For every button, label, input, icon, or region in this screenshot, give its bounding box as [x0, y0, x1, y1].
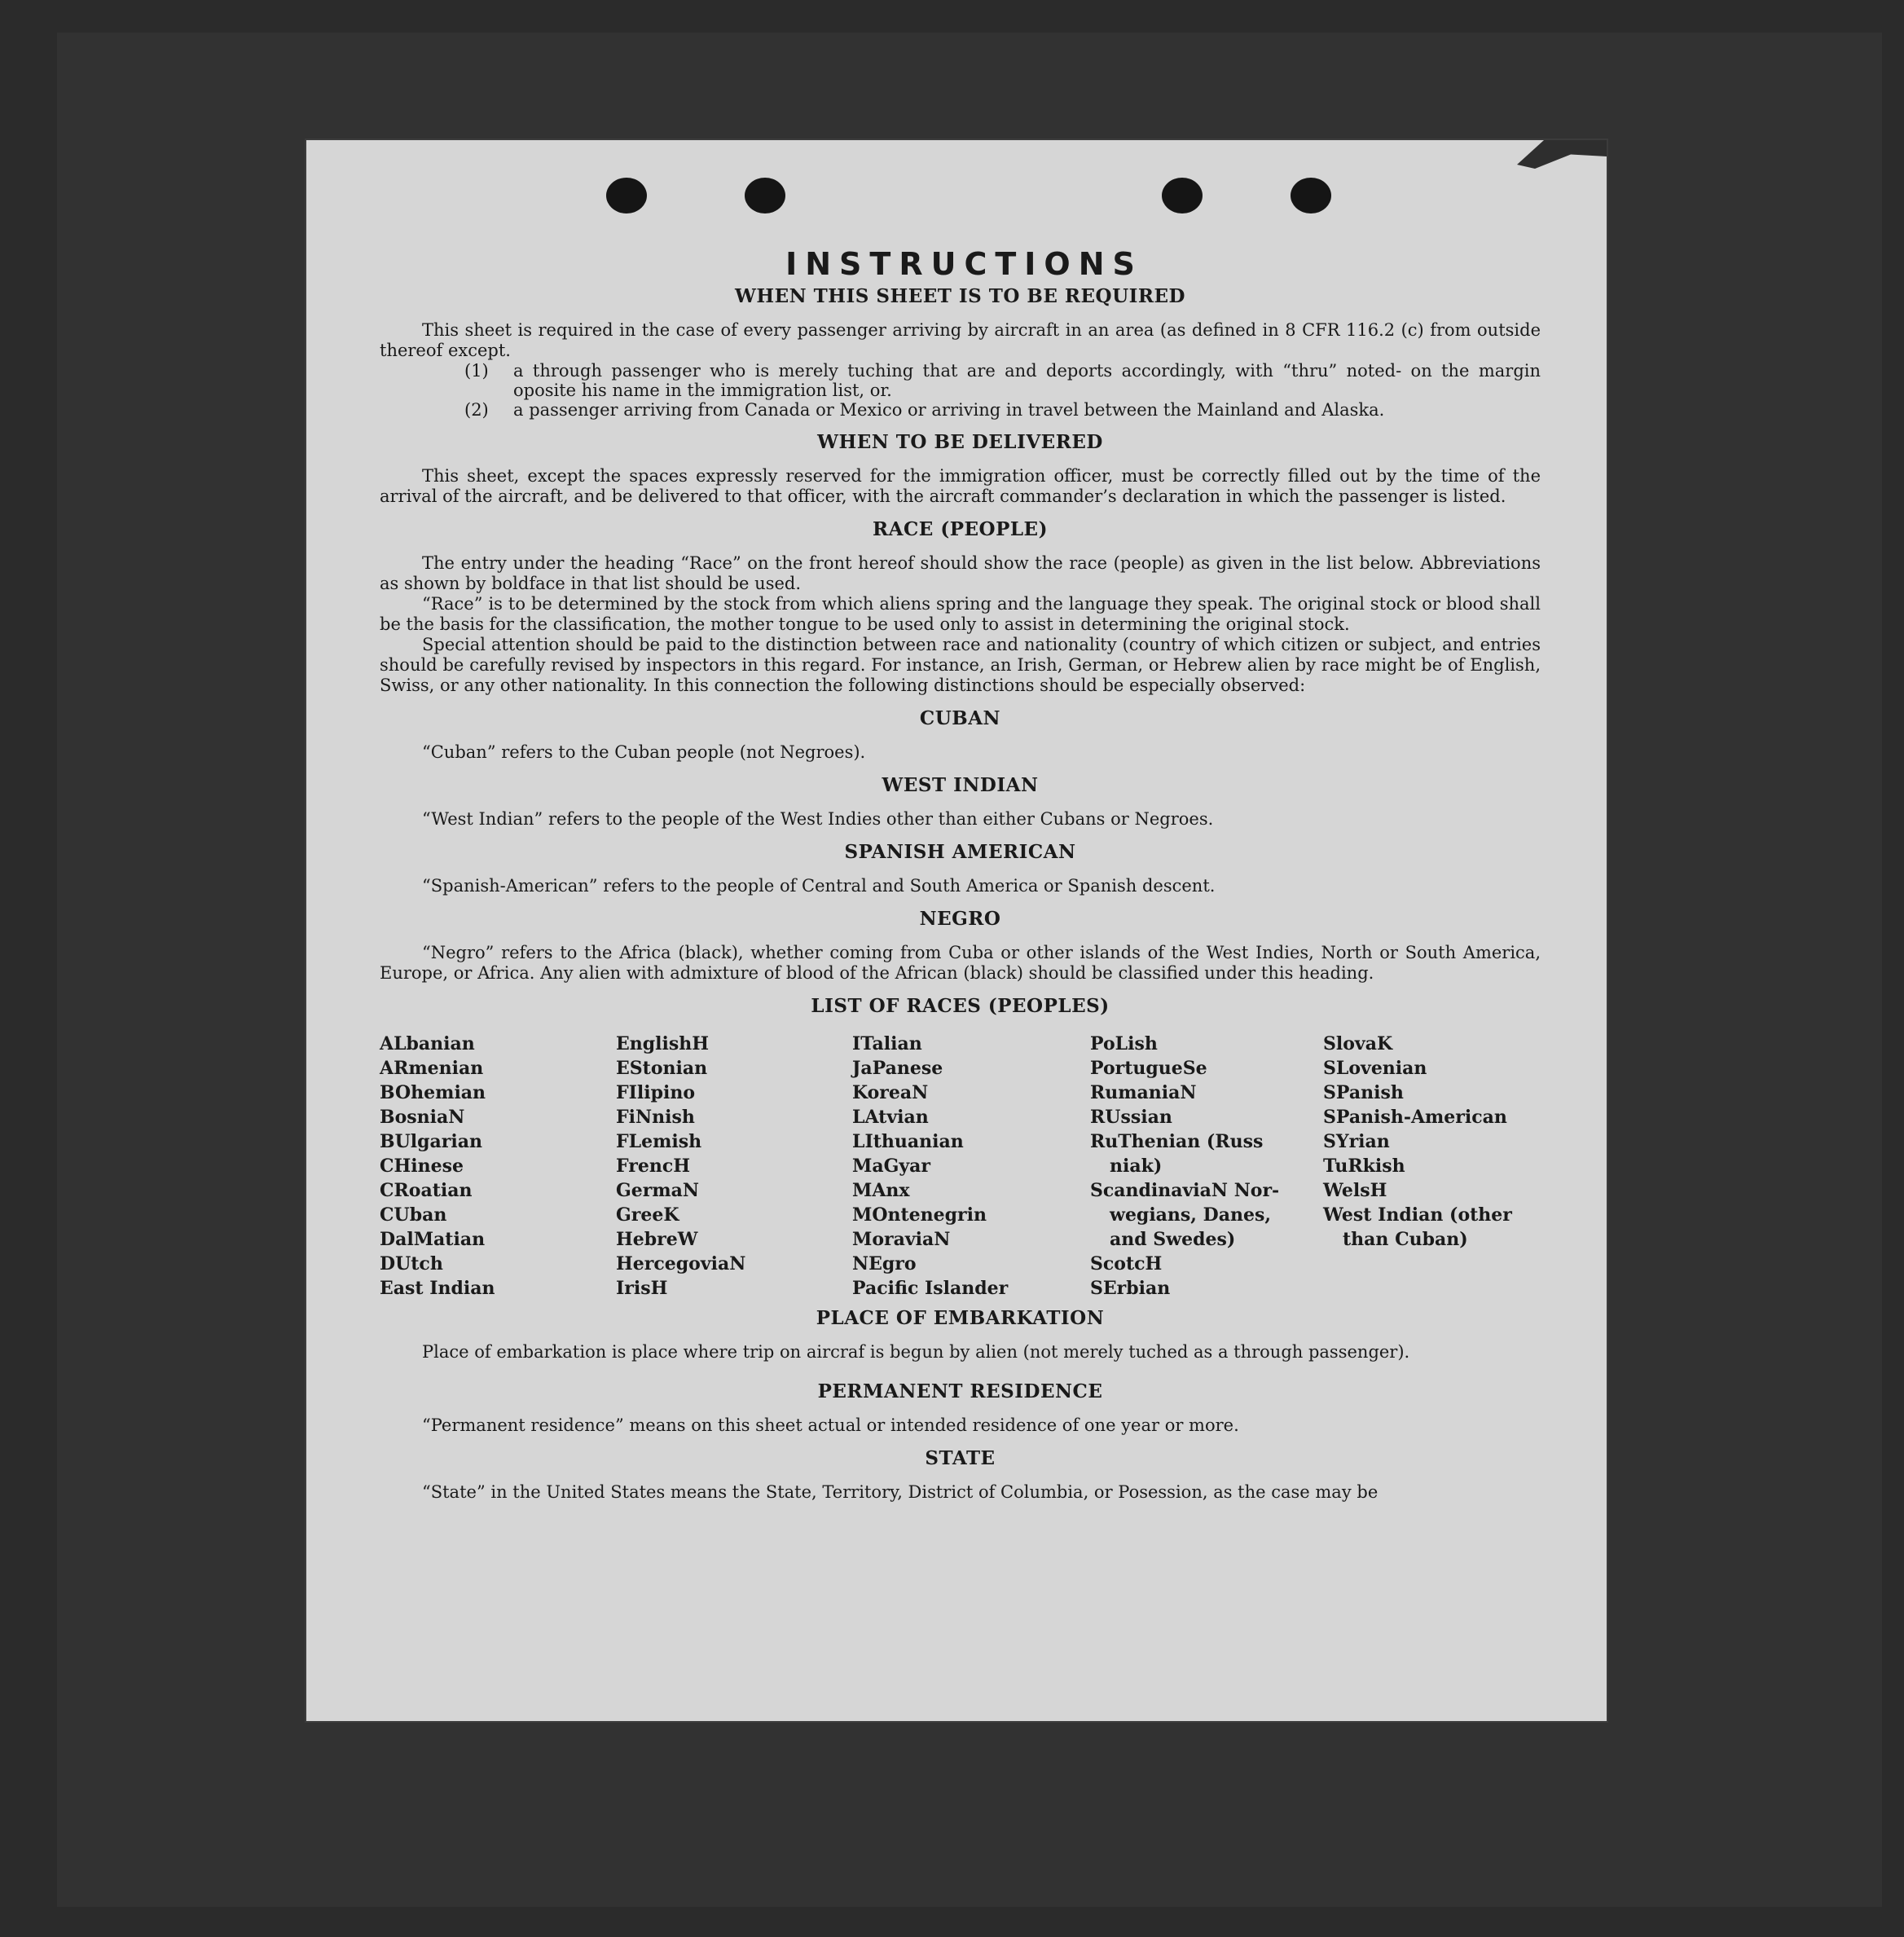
section-heading-residence: PERMANENT RESIDENCE — [817, 1380, 1103, 1402]
race-entry: HebreW — [616, 1229, 698, 1250]
section-heading-cuban: CUBAN — [919, 707, 1001, 729]
exception-item: (1) a through passenger who is merely tuching that are and deports accordingly, with “thru” noted- on the margin oposite his name in the immigration list, or. — [464, 361, 1541, 400]
section-heading-embarkation: PLACE OF EMBARKATION — [816, 1307, 1105, 1329]
races-column — [1090, 1032, 1323, 1301]
state-text: “State” in the United States means the State, Territory, District of Columbia, or Posession, as the case may be — [422, 1482, 1379, 1502]
race-entry: LAtvian — [852, 1107, 929, 1128]
race-entry: TuRkish — [1323, 1156, 1405, 1177]
races-column — [616, 1032, 852, 1301]
races-column — [852, 1032, 1090, 1301]
race-entry: HercegoviaN — [616, 1253, 746, 1274]
race-entry: ITalian — [852, 1033, 922, 1054]
race-entry: SPanish-American — [1323, 1107, 1507, 1128]
race-entry: EnglishH — [616, 1033, 710, 1054]
race-entry: SPanish — [1323, 1082, 1404, 1103]
race-entry: SErbian — [1090, 1278, 1171, 1299]
race-entry: ScandinaviaN Nor- — [1090, 1180, 1280, 1201]
race-entry: wegians, Danes, — [1110, 1204, 1271, 1226]
race-entry: BOhemian — [380, 1082, 486, 1103]
race-entry: KoreaN — [852, 1082, 929, 1103]
section-heading-delivered: WHEN TO BE DELIVERED — [817, 431, 1103, 453]
punch-hole — [606, 178, 647, 214]
race-entry: IrisH — [616, 1278, 668, 1299]
race-paragraph: “Race” is to be determined by the stock from which aliens spring and the language they speak. The original stock or blood shall be the basis for the classification, the mother tongue to be used only to assist in determining the original stock. — [380, 594, 1541, 634]
race-entry: and Swedes) — [1110, 1229, 1236, 1250]
section-heading-west-indian: WEST INDIAN — [882, 774, 1039, 796]
race-entry: WelsH — [1323, 1180, 1387, 1201]
race-entry: EStonian — [616, 1058, 708, 1079]
section-heading-spanish-american: SPANISH AMERICAN — [844, 841, 1076, 863]
race-paragraph: Special attention should be paid to the distinction between race and nationality (country of which citizen or subject, and entries should be carefully revised by inspectors in this regard. For instance, an Irish, German, or Hebrew alien by race might be of English, Swiss, or any other nationality. In this connection the following distinctions should be especially observed: — [380, 635, 1541, 695]
race-entry: MaGyar — [852, 1156, 931, 1177]
punch-hole — [1162, 178, 1203, 214]
exception-item: (2) a passenger arriving from Canada or Mexico or arriving in travel between the Mainland and Alaska. — [464, 400, 1385, 420]
section-heading-race: RACE (PEOPLE) — [873, 518, 1048, 540]
race-entry: PoLish — [1090, 1033, 1158, 1054]
race-entry: CHinese — [380, 1156, 464, 1177]
races-list — [380, 1032, 1541, 1301]
section-heading-negro: NEGRO — [919, 908, 1001, 930]
section-heading-races-list: LIST OF RACES (PEOPLES) — [811, 995, 1110, 1017]
section-heading-required: WHEN THIS SHEET IS TO BE REQUIRED — [735, 285, 1185, 307]
race-entry: FiNnish — [616, 1107, 695, 1128]
race-entry: LIthuanian — [852, 1131, 964, 1152]
race-entry: FLemish — [616, 1131, 702, 1152]
race-entry: RumaniaN — [1090, 1082, 1197, 1103]
race-entry: BosniaN — [380, 1107, 465, 1128]
race-entry: SLovenian — [1323, 1058, 1427, 1079]
punch-hole — [745, 178, 785, 214]
race-entry: RUssian — [1090, 1107, 1172, 1128]
sheet-content — [380, 246, 1541, 1503]
race-entry: Pacific Islander — [852, 1278, 1009, 1299]
required-intro: This sheet is required in the case of every passenger arriving by aircraft in an area (as defined in 8 CFR 116.2 (c) from outside thereof except. — [380, 320, 1541, 360]
race-entry: MOntenegrin — [852, 1204, 987, 1226]
race-entry: SlovaK — [1323, 1033, 1393, 1054]
torn-corner — [1517, 140, 1607, 181]
race-entry: RuThenian (Russ — [1090, 1131, 1264, 1152]
race-entry: CUban — [380, 1204, 447, 1226]
race-entry: FrencH — [616, 1156, 690, 1177]
race-entry: niak) — [1110, 1156, 1163, 1177]
races-column — [380, 1032, 616, 1301]
embarkation-text: Place of embarkation is place where trip on aircraf is begun by alien (not merely tuched as a through passenger). — [422, 1342, 1410, 1362]
race-entry: MAnx — [852, 1180, 910, 1201]
race-entry: ALbanian — [380, 1033, 475, 1054]
races-column — [1323, 1032, 1535, 1301]
race-entry: SYrian — [1323, 1131, 1390, 1152]
race-entry: FIlipino — [616, 1082, 696, 1103]
race-entry: CRoatian — [380, 1180, 473, 1201]
residence-text: “Permanent residence” means on this sheet actual or intended residence of one year or more. — [422, 1415, 1239, 1435]
delivered-text: This sheet, except the spaces expressly reserved for the immigration officer, must be correctly filled out by the time of the arrival of the aircraft, and be delivered to that officer, with the aircraft commander’s declaration in which the passenger is listed. — [380, 466, 1541, 506]
section-heading-state: STATE — [925, 1447, 996, 1469]
instruction-sheet — [306, 140, 1607, 1721]
race-entry: BUlgarian — [380, 1131, 482, 1152]
spanish-american-text: “Spanish-American” refers to the people of Central and South America or Spanish descent. — [422, 876, 1216, 896]
punch-hole — [1291, 178, 1331, 214]
cuban-text: “Cuban” refers to the Cuban people (not Negroes). — [422, 742, 866, 762]
west-indian-text: “West Indian” refers to the people of the West Indies other than either Cubans or Negroes. — [422, 809, 1214, 829]
race-entry: East Indian — [380, 1278, 495, 1299]
race-entry: DUtch — [380, 1253, 443, 1274]
race-entry: JaPanese — [852, 1058, 943, 1079]
race-entry: GreeK — [616, 1204, 679, 1226]
race-paragraph: The entry under the heading “Race” on the front hereof should show the race (people) as given in the list below. Abbreviations as shown by boldface in that list should be used. — [380, 553, 1541, 593]
race-entry: ARmenian — [380, 1058, 484, 1079]
negro-text: “Negro” refers to the Africa (black), whether coming from Cuba or other islands of the West Indies, North or South America, Europe, or Africa. Any alien with admixture of blood of the African (black) should be classified under this heading. — [380, 943, 1541, 983]
race-entry: DalMatian — [380, 1229, 486, 1250]
race-entry: NEgro — [852, 1253, 917, 1274]
race-entry: MoraviaN — [852, 1229, 951, 1250]
race-entry: than Cuban) — [1343, 1229, 1468, 1250]
race-entry: ScotcH — [1090, 1253, 1163, 1274]
page-title: INSTRUCTIONS — [785, 246, 1143, 282]
race-entry: GermaN — [616, 1180, 700, 1201]
race-entry: West Indian (other — [1323, 1204, 1512, 1226]
race-entry: PortugueSe — [1090, 1058, 1207, 1079]
